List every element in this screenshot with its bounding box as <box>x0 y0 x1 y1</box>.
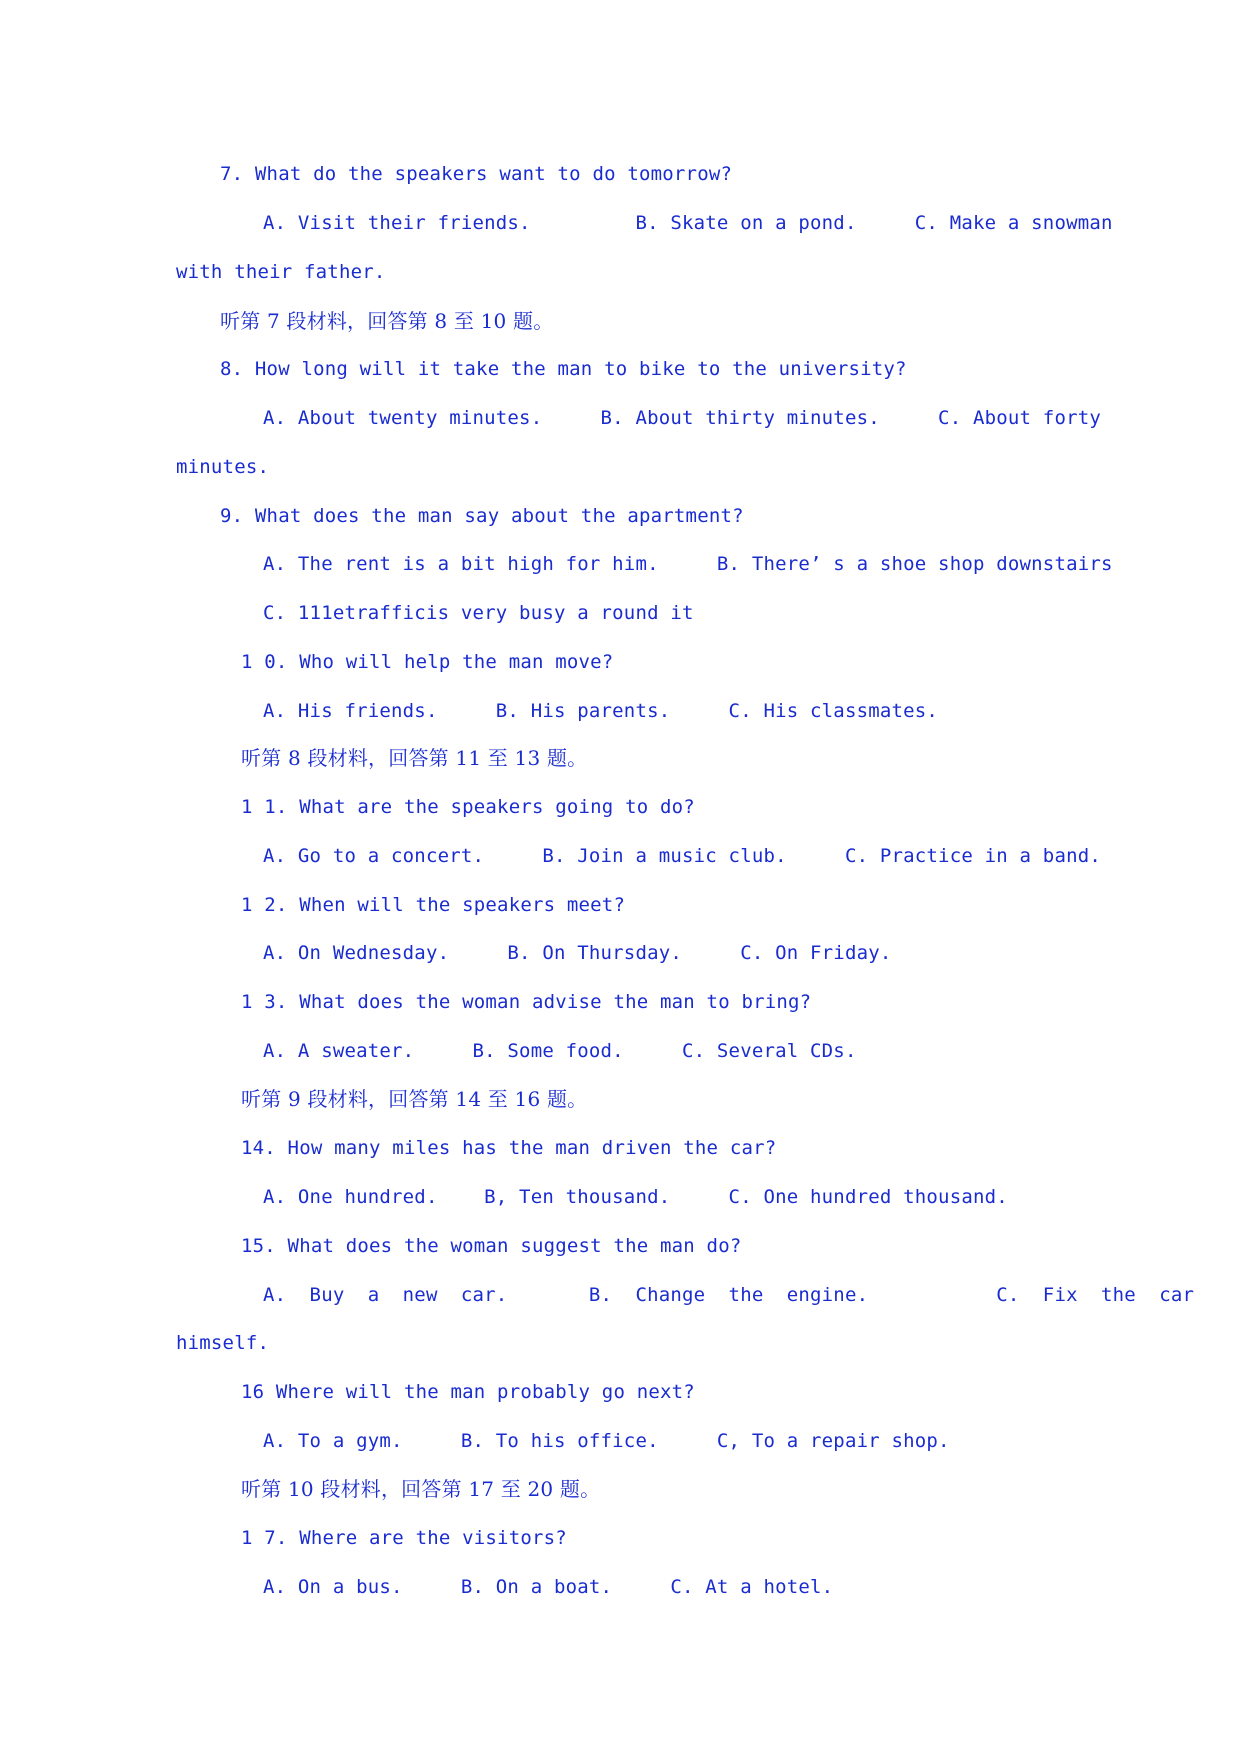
question-16: 16 Where will the man probably go next? <box>241 1381 695 1403</box>
question-7: 7. What do the speakers want to do tomorrow? <box>220 163 733 185</box>
question-12-options: A. On Wednesday. B. On Thursday. C. On Friday. <box>263 942 892 964</box>
question-11-options: A. Go to a concert. B. Join a music club. C. Practice in a band. <box>263 845 1102 867</box>
question-15-options-continued: himself. <box>176 1332 270 1354</box>
question-12: 1 2. When will the speakers meet? <box>241 894 626 916</box>
question-16-options: A. To a gym. B. To his office. C, To a repair shop. <box>263 1430 950 1452</box>
question-7-options: A. Visit their friends. B. Skate on a pond. C. Make a snowman <box>263 212 1113 234</box>
question-15-options: A. Buy a new car. B. Change the engine. C. Fix the car <box>263 1284 1195 1306</box>
section-7-heading: 听第 7 段材料，回答第 8 至 10 题。 <box>220 309 554 333</box>
question-8-options: A. About twenty minutes. B. About thirty minutes. C. About forty <box>263 407 1102 429</box>
question-9: 9. What does the man say about the apartment? <box>220 505 744 527</box>
question-9-options: A. The rent is a bit high for him. B. There’ s a shoe shop downstairs <box>263 553 1113 575</box>
question-7-options-continued: with their father. <box>176 261 386 283</box>
question-10: 1 0. Who will help the man move? <box>241 651 614 673</box>
question-14-options: A. One hundred. B, Ten thousand. C. One hundred thousand. <box>263 1186 1008 1208</box>
question-14: 14. How many miles has the man driven the car? <box>241 1137 777 1159</box>
question-15: 15. What does the woman suggest the man do? <box>241 1235 742 1257</box>
question-8-options-continued: minutes. <box>176 456 270 478</box>
question-17: 1 7. Where are the visitors? <box>241 1527 567 1549</box>
question-10-options: A. His friends. B. His parents. C. His classmates. <box>263 700 939 722</box>
question-13: 1 3. What does the woman advise the man to bring? <box>241 991 812 1013</box>
section-8-heading: 听第 8 段材料，回答第 11 至 13 题。 <box>241 746 588 770</box>
section-10-heading: 听第 10 段材料，回答第 17 至 20 题。 <box>241 1477 601 1501</box>
section-9-heading: 听第 9 段材料，回答第 14 至 16 题。 <box>241 1087 588 1111</box>
question-11: 1 1. What are the speakers going to do? <box>241 796 695 818</box>
question-13-options: A. A sweater. B. Some food. C. Several CDs. <box>263 1040 857 1062</box>
question-8: 8. How long will it take the man to bike to the university? <box>220 358 907 380</box>
question-9-option-c: C. 111etrafficis very busy a round it <box>263 602 694 624</box>
question-17-options: A. On a bus. B. On a boat. C. At a hotel. <box>263 1576 834 1598</box>
